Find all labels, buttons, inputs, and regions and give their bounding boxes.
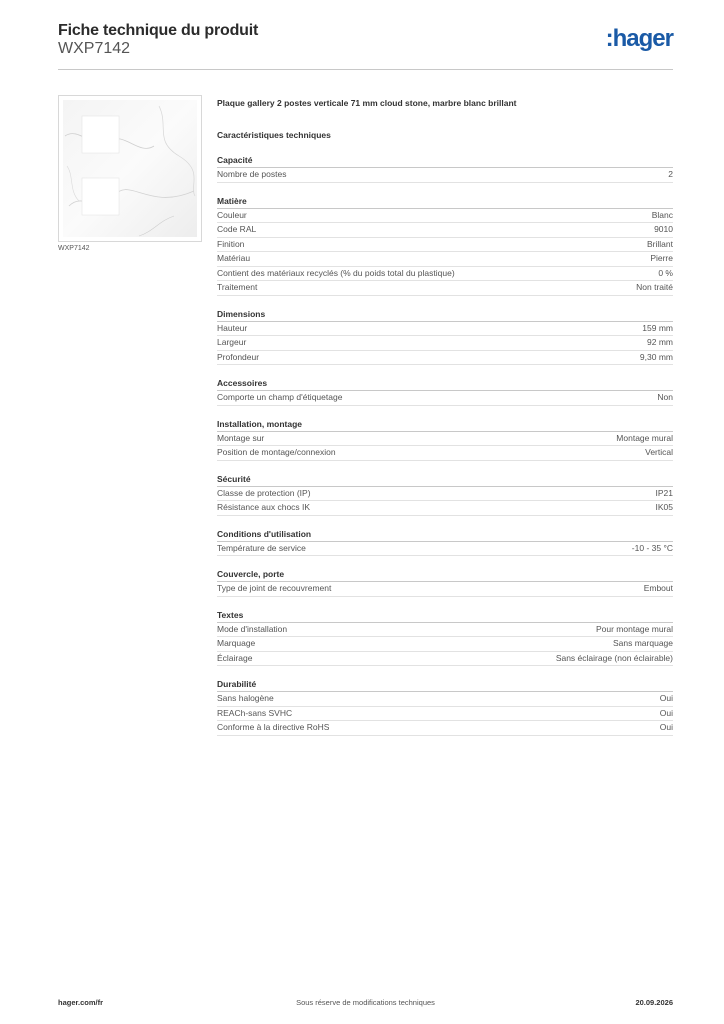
spec-value: 0 % [658,267,673,278]
spec-label: Mode d'installation [217,623,288,634]
spec-label: Largeur [217,337,247,347]
spec-label: Code RAL [217,224,257,234]
spec-section [217,609,673,667]
spec-row [217,267,673,282]
image-caption: WXP7142 [58,245,90,252]
spec-label: Finition [217,238,245,249]
spec-row [217,501,673,516]
spec-row [217,336,673,351]
section-title: Couvercle, porte [217,568,673,582]
section-title: Dimensions [217,308,673,322]
spec-label: Comporte un champ d'étiquetage [217,392,343,402]
section-title: Durabilité [217,678,673,692]
spec-label: Nombre de postes [217,169,287,179]
spec-value: IK05 [655,502,673,512]
product-reference: WXP7142 [58,40,131,57]
spec-value: Sans éclairage (non éclairable) [555,652,673,663]
spec-row [217,281,673,296]
spec-label: Température de service [217,542,306,553]
spec-row [217,168,673,183]
spec-label: Position de montage/connexion [217,447,336,457]
section-title: Conditions d'utilisation [217,528,673,542]
spec-label: Hauteur [217,322,248,333]
spec-label: Couleur [217,209,247,220]
spec-value: Vertical [645,447,673,457]
hager-logo: :hager [605,25,673,52]
spec-section [217,195,673,296]
spec-value: 9010 [654,224,673,234]
spec-section [217,473,673,516]
spec-row [217,223,673,238]
spec-label: Montage sur [217,432,265,443]
spec-row [217,721,673,736]
spec-sections [217,154,673,736]
footer-website: hager.com/fr [58,998,104,1007]
spec-row [217,252,673,267]
spec-value: Oui [659,707,673,718]
spec-label: REACh-sans SVHC [217,707,293,718]
spec-label: Matériau [217,253,251,263]
spec-value: Non [657,392,673,402]
spec-label: Résistance aux chocs IK [217,502,311,512]
spec-row [217,707,673,722]
section-title: Textes [217,609,673,623]
spec-value: 2 [668,169,673,179]
spec-section [217,154,673,183]
tech-heading: Caractéristiques techniques [217,130,331,140]
spec-row [217,351,673,366]
spec-value: Embout [643,583,673,593]
spec-value: Pour montage mural [595,623,673,634]
spec-section [217,308,673,366]
spec-value: IP21 [655,487,673,498]
spec-row [217,238,673,253]
section-title: Capacité [217,154,673,168]
spec-row [217,446,673,461]
spec-row [217,322,673,337]
spec-row [217,209,673,224]
spec-label: Profondeur [217,351,260,362]
spec-value: Montage mural [616,432,673,443]
spec-value: Sans marquage [612,638,673,648]
spec-row [217,652,673,667]
plate-opening-top [82,116,119,153]
spec-label: Classe de protection (IP) [217,487,311,498]
spec-section [217,568,673,597]
spec-section [217,528,673,557]
spec-label: Conforme à la directive RoHS [217,722,330,732]
section-title: Installation, montage [217,418,673,432]
section-title: Sécurité [217,473,673,487]
section-title: Accessoires [217,377,673,391]
spec-row [217,432,673,447]
spec-row [217,542,673,557]
marble-plate-image [59,96,201,241]
logo-text: hager [612,25,673,52]
spec-value: Blanc [651,209,673,220]
plate-opening-bottom [82,178,119,215]
page-header [58,20,673,70]
spec-label: Sans halogène [217,693,274,703]
spec-value: 9,30 mm [639,351,673,362]
spec-row [217,637,673,652]
section-title: Matière [217,195,673,209]
spec-label: Traitement [217,282,258,292]
spec-row [217,623,673,638]
spec-section [217,418,673,461]
product-name: Plaque gallery 2 postes verticale 71 mm cloud stone, marbre blanc brillant [217,98,517,108]
spec-section [217,377,673,406]
spec-label: Type de joint de recouvrement [217,583,332,593]
spec-value: Oui [659,693,673,703]
spec-content [217,96,673,736]
spec-value: 92 mm [647,337,673,347]
spec-label: Contient des matériaux recyclés (% du poids total du plastique) [217,267,455,278]
product-image [58,95,202,242]
spec-row [217,487,673,502]
spec-row [217,582,673,597]
document-title: Fiche technique du produit [58,22,259,39]
spec-value: Oui [659,722,673,732]
spec-row [217,391,673,406]
spec-value: Pierre [650,253,673,263]
spec-row [217,692,673,707]
spec-label: Marquage [217,638,256,648]
footer-date: 20.09.2026 [635,998,673,1007]
spec-section [217,678,673,736]
spec-value: Brillant [647,238,673,249]
spec-label: Éclairage [217,652,253,663]
spec-value: Non traité [636,282,673,292]
footer-disclaimer: Sous réserve de modifications techniques [296,998,435,1007]
spec-value: -10 - 35 °C [631,542,673,553]
spec-value: 159 mm [642,322,673,333]
